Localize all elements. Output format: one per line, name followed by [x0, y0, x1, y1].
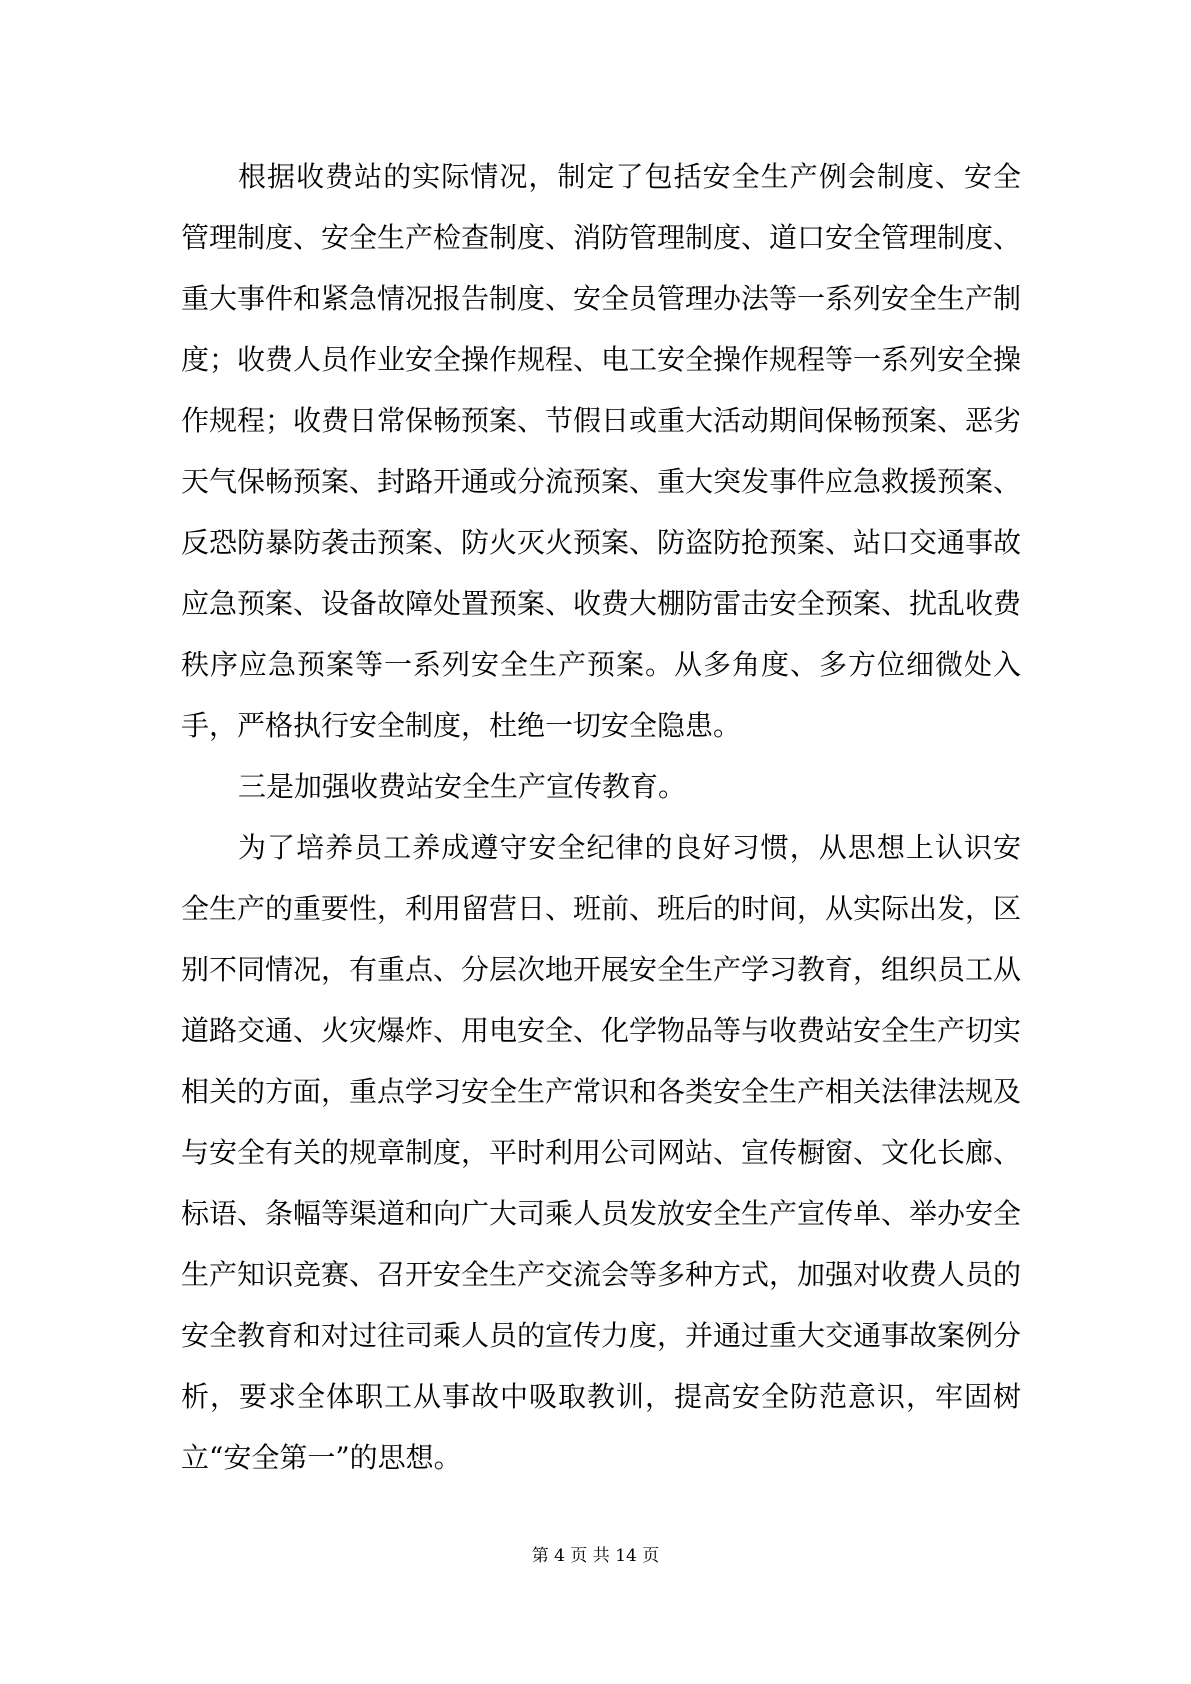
page-number-footer: 第 4 页 共 14 页 [531, 1546, 660, 1566]
paragraph-heading-safety-education: 三是加强收费站安全生产宣传教育。 [238, 770, 687, 803]
document-body [181, 146, 1021, 1488]
paragraph-safety-education: 为了培养员工养成遵守安全纪律的良好习惯，从思想上认识安全生产的重要性，利用留营日、班前、班后的时间，从实际出发，区别不同情况，有重点、分层次地开展安全生产学习教育，组织员工从道路交通、火灾爆炸、用电安全、化学物品等与收费站安全生产切实相关的方面，重点学习安全生产常识和各类安全生产相关法律法规及与安全有关的规章制度，平时利用公司网站、宣传橱窗、文化长廊、标语、条幅等渠道和向广大司乘人员发放安全生产宣传单、举办安全生产知识竞赛、召开安全生产交流会等多种方式，加强对收费人员的安全教育和对过往司乘人员的宣传力度，并通过重大交通事故案例分析，要求全体职工从事故中吸取教训，提高安全防范意识，牢固树立“安全第一”的思想。 [181, 831, 1022, 1474]
paragraph-safety-systems: 根据收费站的实际情况，制定了包括安全生产例会制度、安全管理制度、安全生产检查制度、消防管理制度、道口安全管理制度、重大事件和紧急情况报告制度、安全员管理办法等一系列安全生产制度；收费人员作业安全操作规程、电工安全操作规程等一系列安全操作规程；收费日常保畅预案、节假日或重大活动期间保畅预案、恶劣天气保畅预案、封路开通或分流预案、重大突发事件应急救援预案、反恐防暴防袭击预案、防火灭火预案、防盗防抢预案、站口交通事故应急预案、设备故障处置预案、收费大棚防雷击安全预案、扰乱收费秩序应急预案等一系列安全生产预案。从多角度、多方位细微处入手，严格执行安全制度，杜绝一切安全隐患。 [181, 160, 1022, 742]
